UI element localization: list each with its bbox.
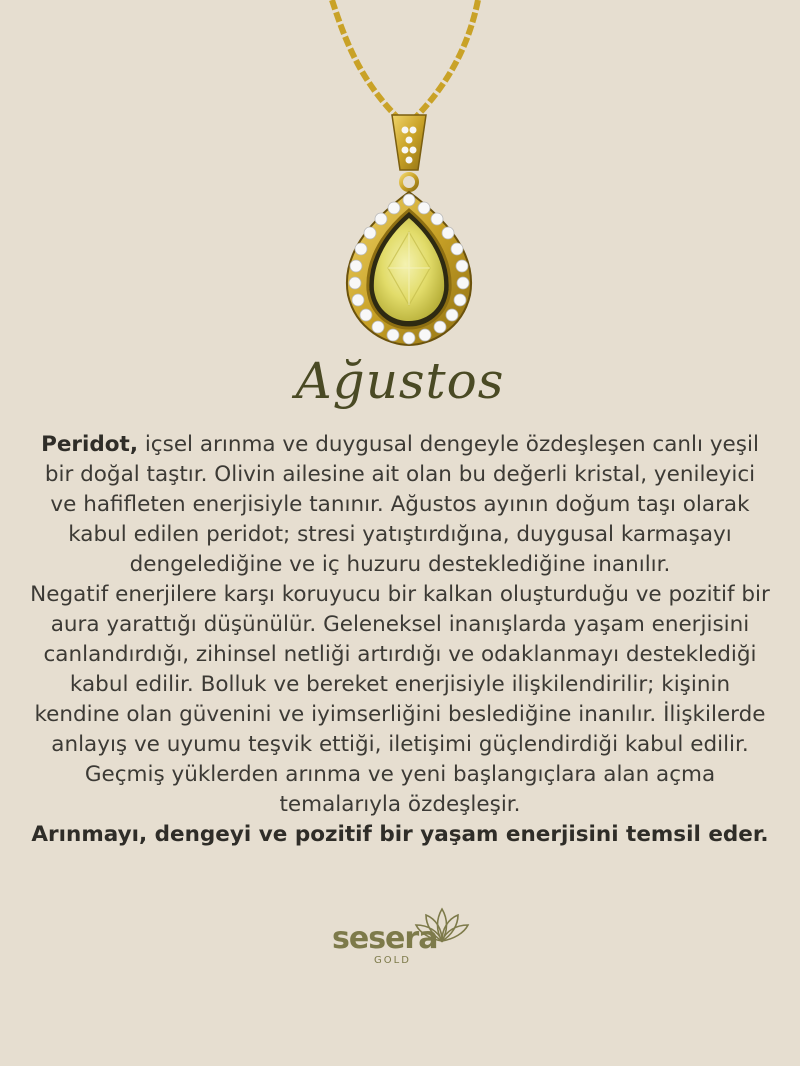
- pendant-image: [0, 0, 800, 360]
- brand-logo: [330, 905, 480, 975]
- paragraph-2: Negatif enerjilere karşı koruyucu bir kalkan oluşturduğu ve pozitif bir aura yarattığı düşünülür. Geleneksel inanışlarda yaşam enerjisini canlandırdığı, zihinsel netliği artırdığı ve odaklanmayı desteklediği kabul edilir. Bolluk ve bereket enerjisiyle ilişkilendirilir; kişinin kendine olan güvenini ve iyimserliğini beslediğine inanılır. İlişkilerde anlayış ve uyumu teşvik ettiği, iletişimi güçlendirdiği kabul edilir. Geçmiş yüklerden arınma ve yeni başlangıçlara alan açma temalarıyla özdeşleşir.: [30, 582, 770, 817]
- description: [30, 430, 770, 850]
- pendant-bail: [392, 115, 426, 190]
- brand-name: sesera: [332, 921, 438, 956]
- lead-word: Peridot,: [41, 432, 138, 457]
- brand-subtitle: GOLD: [374, 955, 411, 966]
- closing-line: Arınmayı, dengeyi ve pozitif bir yaşam enerjisini temsil eder.: [31, 822, 769, 847]
- chain: [332, 0, 478, 118]
- paragraph-1: [30, 430, 770, 580]
- page-title: Ağustos: [295, 352, 505, 410]
- paragraph-1-text: içsel arınma ve duygusal dengeyle özdeşleşen canlı yeşil bir doğal taştır. Olivin ailesine ait olan bu değerli kristal, yenileyici ve hafifleten enerjisiyle tanınır. Ağustos ayının doğum taşı olarak kabul edilen peridot; stresi yatıştırdığına, duygusal karmaşayı dengelediğine ve iç huzuru desteklediğine inanılır.: [44, 432, 759, 577]
- pendant-illustration: [0, 0, 800, 360]
